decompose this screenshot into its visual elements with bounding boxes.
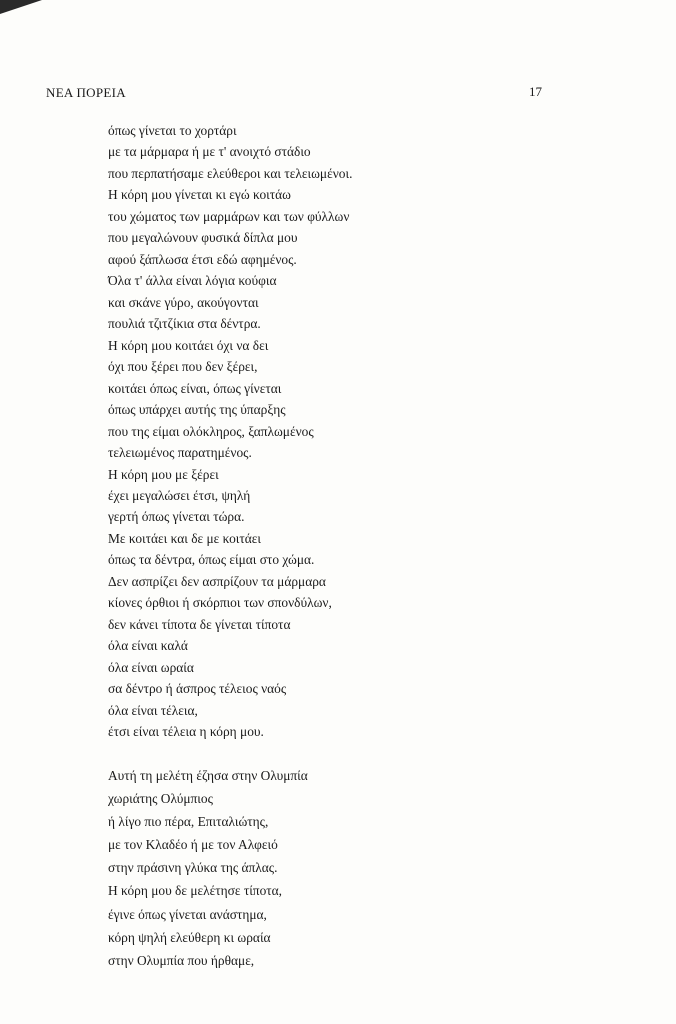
poem-line: πουλιά τζιτζίκια στα δέντρα. [108,316,261,332]
poem-line: κοιτάει όπως είναι, όπως γίνεται [108,380,282,396]
poem-line: Η κόρη μου κοιτάει όχι να δει [108,337,269,353]
poem-stanza-1 [108,120,352,743]
poem-line: όχι που ξέρει που δεν ξέρει, [108,359,258,375]
poem-line: στην πράσινη γλύκα της άπλας. [108,860,278,876]
poem-line: αφού ξάπλωσα έτσι εδώ αφημένος. [108,251,297,267]
poem-line: ή λίγο πιο πέρα, Επιταλιώτης, [108,814,269,830]
scan-edge-shadow [0,0,42,14]
poem-line: χωριάτης Ολύμπιος [108,791,213,807]
poem-line: όλα είναι ωραία [108,659,194,675]
poem-line: του χώματος των μαρμάρων και των φύλλων [108,208,350,224]
poem-line: Η κόρη μου δε μελέτησε τίποτα, [108,883,283,899]
poem-line: όπως υπάρχει αυτής της ύπαρξης [108,402,286,418]
poem-line: όλα είναι τέλεια, [108,702,198,718]
poem-line: που μεγαλώνουν φυσικά δίπλα μου [108,230,298,246]
poem-line: έτσι είναι τέλεια η κόρη μου. [108,724,264,740]
poem-line: που της είμαι ολόκληρος, ξαπλωμένος [108,423,314,439]
poem-line: Με κοιτάει και δε με κοιτάει [108,530,261,546]
poem-line: Δεν ασπρίζει δεν ασπρίζουν τα μάρμαρα [108,573,326,589]
poem-line: γερτή όπως γίνεται τώρα. [108,509,245,525]
poem-line: με τα μάρμαρα ή με τ' ανοιχτό στάδιο [108,144,311,160]
poem-line: που περπατήσαμε ελεύθεροι και τελειωμένοι. [108,165,353,181]
poem-line: όπως γίνεται το χορτάρι [108,123,237,138]
poem-line: Η κόρη μου γίνεται κι εγώ κοιτάω [108,187,291,203]
poem-line: κόρη ψηλή ελεύθερη κι ωραία [108,929,271,945]
running-head: ΝΕΑ ΠΟΡΕΙΑ [46,85,126,100]
poem-line: Η κόρη μου με ξέρει [108,466,219,482]
poem-line: έγινε όπως γίνεται ανάστημα, [108,906,267,922]
poem-line: Αυτή τη μελέτη έζησα στην Ολυμπία [108,768,308,783]
poem-line: με τον Κλαδέο ή με τον Αλφειό [108,837,278,853]
poem-line: σα δέντρο ή άσπρος τέλειος ναός [108,681,287,697]
poem-line: όπως τα δέντρα, όπως είμαι στο χώμα. [108,552,315,568]
poem-line: στην Ολυμπία που ήρθαμε, [108,952,255,968]
poem-line: κίονες όρθιοι ή σκόρπιοι των σπονδύλων, [108,595,332,611]
poem-line: δεν κάνει τίποτα δε γίνεται τίποτα [108,616,291,632]
poem-line: έχει μεγαλώσει έτσι, ψηλή [108,487,251,503]
poem-line: και σκάνε γύρο, ακούγονται [108,294,259,310]
poem-stanza-2 [108,764,308,972]
page-number: 17 [529,84,542,99]
poem-line: Όλα τ' άλλα είναι λόγια κούφια [108,273,277,289]
poem-line: όλα είναι καλά [108,638,188,654]
poem-line: τελειωμένος παρατημένος. [108,445,252,461]
